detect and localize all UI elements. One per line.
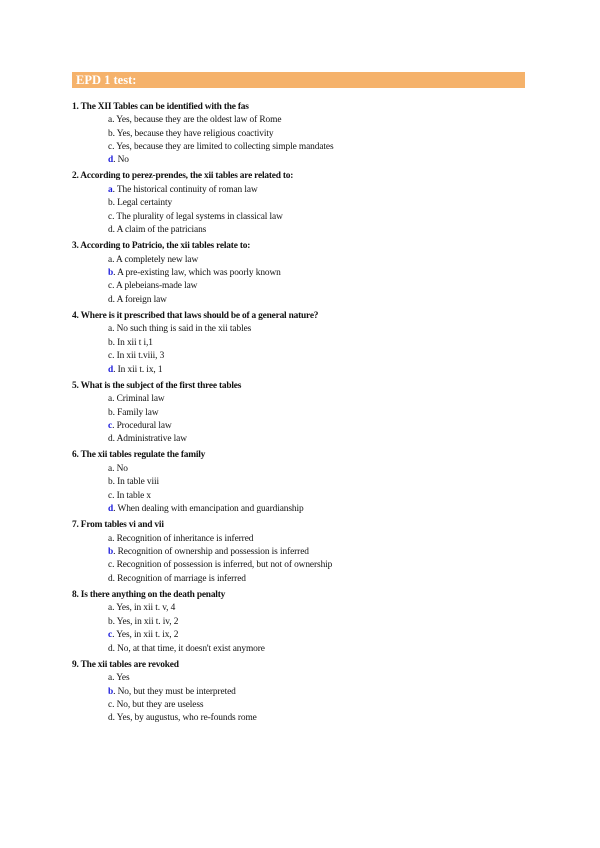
option-letter: d xyxy=(108,155,114,166)
option-letter: c xyxy=(108,420,113,431)
option-letter: c xyxy=(108,211,113,222)
question-block xyxy=(72,448,532,516)
question-block xyxy=(72,239,532,307)
option-letter: c xyxy=(108,560,113,571)
question-text: The xii tables are revoked xyxy=(80,659,179,670)
option-text: Recognition of ownership and possession is inferred xyxy=(117,547,309,558)
answer-option xyxy=(72,141,532,154)
answer-option xyxy=(72,712,532,725)
option-separator: . xyxy=(112,128,117,139)
answer-option xyxy=(72,433,532,446)
question-text: Where is it prescribed that laws should be of a general nature? xyxy=(80,310,319,321)
answer-option-correct xyxy=(72,546,532,559)
question-list xyxy=(72,98,532,726)
answer-option-correct xyxy=(72,154,532,167)
question-number: 1 xyxy=(72,101,77,112)
option-text: In xii t i,1 xyxy=(117,337,153,348)
answer-option-correct xyxy=(72,503,532,516)
option-letter: a xyxy=(108,603,113,614)
option-text: No, at that time, it doesn't exist anymore xyxy=(117,643,265,654)
option-separator: . xyxy=(112,699,117,710)
question-separator: . xyxy=(76,589,81,600)
option-letter: d xyxy=(108,225,113,236)
option-text: In table x xyxy=(116,490,151,501)
option-separator: . xyxy=(113,686,118,697)
question-title xyxy=(72,448,532,463)
option-separator: . xyxy=(112,603,117,614)
question-block xyxy=(72,658,532,726)
option-separator: . xyxy=(112,294,117,305)
answer-option xyxy=(72,337,532,350)
question-separator: . xyxy=(76,101,81,112)
option-text: Yes xyxy=(116,673,130,684)
option-separator: . xyxy=(112,490,117,501)
answer-option xyxy=(72,393,532,406)
option-text: No xyxy=(116,463,128,474)
answer-option xyxy=(72,211,532,224)
option-text: Yes, in xii t. ix, 2 xyxy=(116,630,179,641)
answer-option xyxy=(72,672,532,685)
option-separator: . xyxy=(112,573,118,584)
option-text: Recognition of possession is inferred, but not of ownership xyxy=(116,560,333,571)
question-number: 4 xyxy=(72,310,77,321)
option-text: When dealing with emancipation and guardianship xyxy=(117,504,304,515)
question-suffix: : xyxy=(247,241,251,252)
test-title: EPD 1 test: xyxy=(76,73,137,87)
answer-option-correct xyxy=(72,686,532,699)
question-text: From tables vi and vii xyxy=(80,520,164,531)
option-separator: . xyxy=(112,616,117,627)
answer-option xyxy=(72,699,532,712)
option-text: Criminal law xyxy=(116,394,165,405)
option-letter: a xyxy=(108,115,113,126)
question-title xyxy=(72,309,532,324)
question-separator: . xyxy=(76,520,81,531)
question-text: The XII Tables can be identified with the fas xyxy=(80,101,249,112)
question-number: 5 xyxy=(72,380,77,391)
option-letter: d xyxy=(108,364,114,375)
option-letter: d xyxy=(108,643,113,654)
option-letter: a xyxy=(108,184,113,195)
question-title xyxy=(72,658,532,673)
question-separator: . xyxy=(76,380,81,391)
option-text: A completely new law xyxy=(116,254,199,265)
question-separator: . xyxy=(76,171,81,182)
option-separator: . xyxy=(112,420,117,431)
question-number: 8 xyxy=(72,589,77,600)
option-separator: . xyxy=(112,477,118,488)
option-text: A pre-existing law, which was poorly known xyxy=(117,268,281,279)
option-letter: b xyxy=(108,268,114,279)
option-letter: a xyxy=(108,533,113,544)
option-text: In xii t. ix, 1 xyxy=(117,364,163,375)
option-letter: b xyxy=(108,686,114,697)
question-block xyxy=(72,169,532,237)
answer-option xyxy=(72,407,532,420)
option-separator: . xyxy=(112,115,117,126)
option-separator: . xyxy=(112,533,117,544)
answer-option-correct xyxy=(72,364,532,377)
option-letter: b xyxy=(108,547,114,558)
option-separator: . xyxy=(112,281,117,292)
option-separator: . xyxy=(112,713,117,724)
answer-option-correct xyxy=(72,267,532,280)
option-text: Administrative law xyxy=(116,434,187,445)
answer-option xyxy=(72,559,532,572)
option-separator: . xyxy=(112,184,117,195)
question-separator: . xyxy=(76,310,81,321)
option-text: The historical continuity of roman law xyxy=(116,184,258,195)
answer-option xyxy=(72,476,532,489)
question-suffix: : xyxy=(290,171,294,182)
option-separator: . xyxy=(112,351,117,362)
option-separator: . xyxy=(112,560,117,571)
option-letter: a xyxy=(108,324,113,335)
option-separator: . xyxy=(113,155,118,166)
option-text: Yes, in xii t. iv, 2 xyxy=(116,616,179,627)
option-separator: . xyxy=(113,268,118,279)
option-separator: . xyxy=(112,434,117,445)
option-letter: a xyxy=(108,673,113,684)
option-text: A foreign law xyxy=(116,294,167,305)
answer-option xyxy=(72,128,532,141)
question-title xyxy=(72,379,532,394)
option-text: Recognition of inheritance is inferred xyxy=(116,533,254,544)
option-separator: . xyxy=(112,463,117,474)
option-letter: d xyxy=(108,713,113,724)
option-separator: . xyxy=(112,211,117,222)
question-separator: . xyxy=(76,241,81,252)
option-separator: . xyxy=(113,547,118,558)
answer-option xyxy=(72,254,532,267)
answer-option xyxy=(72,350,532,363)
option-text: In table viii xyxy=(117,477,160,488)
option-separator: . xyxy=(112,673,117,684)
answer-option xyxy=(72,533,532,546)
question-number: 9 xyxy=(72,659,77,670)
option-letter: d xyxy=(108,434,113,445)
question-title xyxy=(72,169,532,184)
option-text: Yes, because they are the oldest law of Rome xyxy=(116,115,282,126)
option-text: A claim of the patricians xyxy=(116,225,207,236)
question-block xyxy=(72,588,532,656)
option-text: No xyxy=(117,155,129,166)
answer-option xyxy=(72,294,532,307)
answer-option-correct xyxy=(72,420,532,433)
question-text: The xii tables regulate the family xyxy=(80,450,206,461)
question-text: According to Patricio, the xii tables relate to xyxy=(80,241,248,252)
question-text: According to perez-prendes, the xii tables are related to xyxy=(80,171,291,182)
option-letter: c xyxy=(108,281,113,292)
option-separator: . xyxy=(112,407,118,418)
option-letter: b xyxy=(108,337,113,348)
option-separator: . xyxy=(112,225,117,236)
answer-option-correct xyxy=(72,629,532,642)
option-letter: c xyxy=(108,630,113,641)
question-text: Is there anything on the death penalty xyxy=(80,589,226,600)
answer-option xyxy=(72,197,532,210)
option-letter: c xyxy=(108,699,113,710)
option-text: Yes, in xii t. v, 4 xyxy=(116,603,176,614)
option-text: No, but they must be interpreted xyxy=(117,686,236,697)
option-letter: b xyxy=(108,128,113,139)
question-block xyxy=(72,309,532,377)
question-title xyxy=(72,100,532,115)
question-number: 3 xyxy=(72,241,77,252)
option-separator: . xyxy=(112,141,117,152)
option-letter: d xyxy=(108,504,114,515)
option-separator: . xyxy=(112,630,117,641)
question-block xyxy=(72,100,532,168)
option-separator: . xyxy=(113,504,118,515)
answer-option xyxy=(72,280,532,293)
option-letter: b xyxy=(108,198,113,209)
option-separator: . xyxy=(112,643,118,654)
answer-option-correct xyxy=(72,184,532,197)
answer-option xyxy=(72,643,532,656)
option-text: The plurality of legal systems in classical law xyxy=(116,211,283,222)
question-block xyxy=(72,379,532,447)
option-text: Procedural law xyxy=(116,420,172,431)
answer-option xyxy=(72,490,532,503)
answer-option xyxy=(72,602,532,615)
question-text: What is the subject of the first three tables xyxy=(80,380,242,391)
answer-option xyxy=(72,616,532,629)
option-separator: . xyxy=(112,394,117,405)
question-number: 6 xyxy=(72,450,77,461)
question-title xyxy=(72,239,532,254)
option-text: Yes, by augustus, who re-founds rome xyxy=(116,713,257,724)
option-letter: b xyxy=(108,616,113,627)
option-text: Family law xyxy=(117,407,159,418)
option-letter: d xyxy=(108,294,113,305)
answer-option xyxy=(72,463,532,476)
option-text: No, but they are useless xyxy=(116,699,204,710)
option-separator: . xyxy=(112,198,118,209)
option-letter: d xyxy=(108,573,113,584)
question-separator: . xyxy=(76,450,81,461)
option-letter: a xyxy=(108,254,113,265)
option-text: In xii t.viii, 3 xyxy=(116,351,165,362)
question-block xyxy=(72,518,532,586)
question-title xyxy=(72,518,532,533)
option-text: No such thing is said in the xii tables xyxy=(116,324,252,335)
answer-option xyxy=(72,323,532,336)
option-text: Legal certainty xyxy=(117,198,173,209)
option-text: Yes, because they are limited to collecting simple mandates xyxy=(116,141,334,152)
question-number: 7 xyxy=(72,520,77,531)
option-separator: . xyxy=(113,364,118,375)
test-title-bar xyxy=(72,72,525,88)
option-letter: b xyxy=(108,477,113,488)
option-separator: . xyxy=(112,324,117,335)
option-letter: a xyxy=(108,394,113,405)
option-letter: a xyxy=(108,463,113,474)
option-letter: c xyxy=(108,141,113,152)
option-letter: c xyxy=(108,490,113,501)
answer-option xyxy=(72,224,532,237)
option-text: Recognition of marriage is inferred xyxy=(117,573,246,584)
option-separator: . xyxy=(112,254,117,265)
option-letter: c xyxy=(108,351,113,362)
option-letter: b xyxy=(108,407,113,418)
option-text: Yes, because they have religious coactivity xyxy=(116,128,274,139)
option-separator: . xyxy=(112,337,118,348)
question-title xyxy=(72,588,532,603)
question-separator: . xyxy=(76,659,81,670)
answer-option xyxy=(72,573,532,586)
option-text: A plebeians-made law xyxy=(116,281,198,292)
answer-option xyxy=(72,114,532,127)
question-number: 2 xyxy=(72,171,77,182)
